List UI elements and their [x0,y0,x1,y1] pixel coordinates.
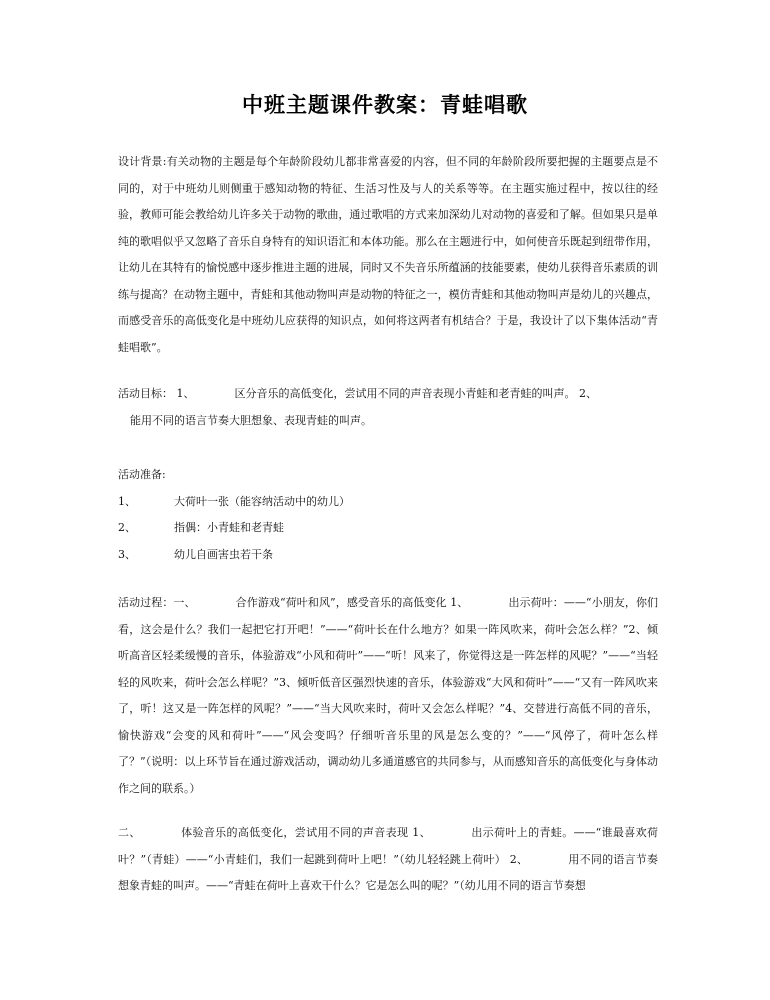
process-step-2 [118,820,658,900]
process-step-1-title: 合作游戏“荷叶和风”，感受音乐的高低变化 [235,596,447,609]
preparation-label: 活动准备: [118,468,166,481]
goals-section [118,381,658,434]
preparation-item-text: 幼儿自画害虫若干条 [174,547,273,561]
goal-item-2-text: 能用不同的语言节奏大胆想象、表现青蛙的叫声。 [130,413,372,427]
process-step-2-title: 体验音乐的高低变化，尝试用不同的声音表现 [180,826,409,839]
process-label: 活动过程： [118,596,174,609]
goals-label: 活动目标： [118,387,173,400]
preparation-item-number: 3、 [118,547,136,561]
process-step-2-number: 二、 [118,826,141,839]
process-step-2-text: 出示荷叶上的青蛙。——“谁最喜欢荷叶？”（青蛙）——“小青蛙们，我们一起跳到荷叶上吧！”（幼儿轻轻跳上荷叶） [118,826,659,866]
preparation-item [118,542,658,569]
preparation-item [118,515,658,542]
process-step-2-text-2: 用不同的语言节奏想象青蛙的叫声。——“青蛙在荷叶上喜欢干什么？它是怎么叫的呢？”（幼儿用不同的语言节奏想 [118,852,659,892]
process-step-2-sub2-number: 2、 [509,852,529,866]
preparation-item-text: 大荷叶一张（能容纳活动中的幼儿） [174,494,350,508]
goal-item-2-number: 2、 [579,387,597,400]
process-step-2-sub-number: 1、 [412,826,431,839]
process-step-1-number: 一、 [173,596,196,609]
preparation-item [118,489,658,516]
process-step-1 [118,590,658,802]
process-step-1-sub-number: 1、 [450,596,469,609]
process-step-1-text: 出示荷叶：——“小朋友，你们看，这会是什么？我们一起把它打开吧！”——“荷叶长在什么地方？如果一阵风吹来，荷叶会怎么样？”2、倾听高音区轻柔缓慢的音乐，体验游戏“小风和荷叶”——“听！风来了，你觉得这是一阵怎样的风呢？”——“当轻轻的风吹来，荷叶会怎么样呢？”3、倾听低音区强烈快速的音乐，体验游戏“大风和荷叶”——“又有一阵风吹来了，听！这又是一阵怎样的风呢？”——“当大风吹来时，荷叶又会怎么样呢？”4、交替进行高低不同的音乐，愉快游戏“会变的风和荷叶”——“风会变吗？仔细听音乐里的风是怎么变的？”——“风停了，荷叶怎么样了？”（说明：以上环节旨在通过游戏活动，调动幼儿多通道感官的共同参与，从而感知音乐的高低变化与身体动作之间的联系。） [118,596,659,795]
goal-item-1-text: 区分音乐的高低变化，尝试用不同的声音表现小青蛙和老青蛙的叫声。 [234,387,576,400]
preparation-section [118,462,658,568]
goal-item-1-number: 1、 [176,387,195,400]
document-title: 中班主题课件教案：青蛙唱歌 [242,92,528,117]
background-paragraph: 设计背景:有关动物的主题是每个年龄阶段幼儿都非常喜爱的内容，但不同的年龄阶段所要把握的主题要点是不同的，对于中班幼儿则侧重于感知动物的特征、生活习性及与人的关系等等。在主题实施过程中，按以往的经验，教师可能会教给幼儿许多关于动物的歌曲，通过歌唱的方式来加深幼儿对动物的喜爱和了解。但如果只是单纯的歌唱似乎又忽略了音乐自身特有的知识语汇和本体功能。那么在主题进行中，如何使音乐既起到纽带作用，让幼儿在其特有的愉悦感中逐步推进主题的进展，同时又不失音乐所蕴涵的技能要素，使幼儿获得音乐素质的训练与提高？在动物主题中，青蛙和其他动物叫声是动物的特征之一，模仿青蛙和其他动物叫声是幼儿的兴趣点，而感受音乐的高低变化是中班幼儿应获得的知识点，如何将这两者有机结合？于是，我设计了以下集体活动“青蛙唱歌”。 [118,155,658,354]
preparation-item-number: 1、 [118,494,136,508]
preparation-item-number: 2、 [118,521,136,534]
preparation-item-text: 指偶：小青蛙和老青蛙 [174,521,284,534]
